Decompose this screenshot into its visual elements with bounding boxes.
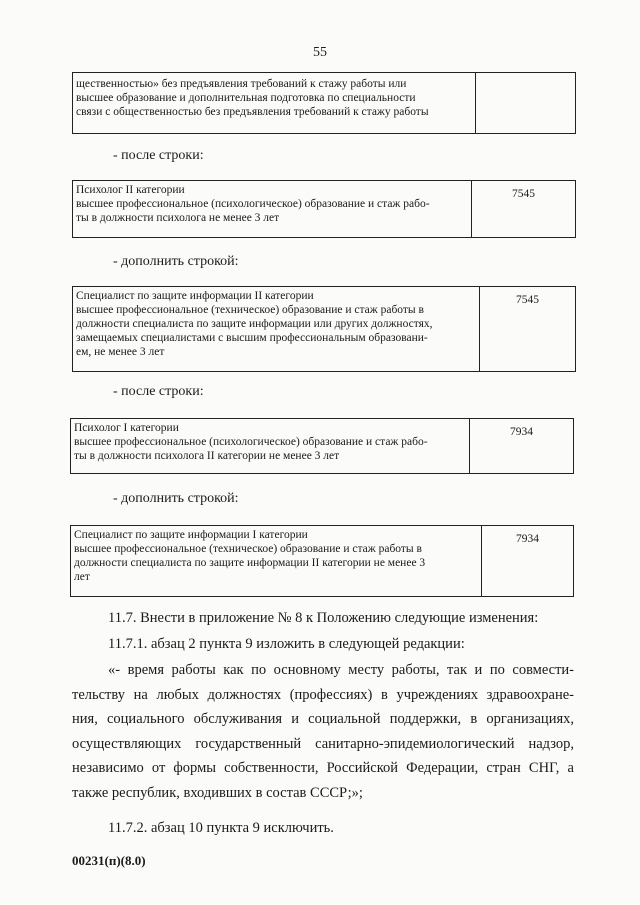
instruction-add-row: - дополнить строкой:: [113, 491, 239, 506]
position-description-cell: [73, 287, 480, 372]
quote-line: независимо от формы собственности, Российской Федерации, стран СНГ, а: [72, 760, 574, 776]
description-line: высшее профессиональное (техническое) образование и стаж работы в: [76, 304, 424, 316]
document-code: 00231(п)(8.0): [72, 853, 146, 868]
salary-value-cell: 7545: [480, 287, 576, 372]
amendment-table-psychologist-1: [70, 418, 574, 474]
salary-value-cell: 7934: [470, 419, 574, 474]
salary-value-cell: 7934: [482, 526, 574, 597]
description-line: высшее образование и дополнительная подготовка по специальности: [76, 92, 416, 104]
description-line: Специалист по защите информации II категории: [76, 290, 314, 302]
quoted-amendment-text: [72, 658, 574, 805]
description-line: лет: [74, 571, 90, 583]
table-row: [71, 419, 574, 474]
instruction-add-row: - дополнить строкой:: [113, 254, 239, 269]
description-line: замещаемых специалистами с высшим профессиональным образовани-: [76, 332, 428, 344]
amendment-table-infosec-1: [70, 525, 574, 597]
salary-value-cell: 7545: [472, 181, 576, 238]
quote-line: ния, социального обслуживания и социальной поддержки, в организациях,: [72, 711, 574, 727]
paragraph-11-7: 11.7. Внести в приложение № 8 к Положению следующие изменения:: [108, 610, 539, 626]
description-line: ты в должности психолога II категории не менее 3 лет: [74, 450, 340, 462]
table-row: [73, 287, 576, 372]
position-description-cell: [73, 73, 476, 134]
amendment-table-psychologist-2: [72, 180, 576, 238]
description-line: связи с общественностью без предъявления требований к стажу работы: [76, 106, 429, 118]
position-description-cell: [73, 181, 472, 238]
description-line: должности специалиста по защите информации II категории не менее 3: [74, 557, 426, 569]
table-row: [73, 73, 576, 134]
quote-line: осуществляющих государственный санитарно-эпидемиологический надзор,: [72, 735, 574, 752]
position-description-cell: [71, 419, 470, 474]
instruction-after-row: - после строки:: [113, 148, 204, 163]
description-line: Психолог II категории: [76, 184, 185, 196]
description-line: должности специалиста по защите информации или других должностях,: [76, 318, 433, 330]
description-line: Специалист по защите информации I категории: [74, 529, 308, 541]
page-number: 55: [313, 45, 327, 60]
table-row: [73, 181, 576, 238]
paragraph-11-7-2: 11.7.2. абзац 10 пункта 9 исключить.: [108, 820, 334, 836]
description-line: высшее профессиональное (техническое) образование и стаж работы в: [74, 543, 422, 555]
paragraph-11-7-1: 11.7.1. абзац 2 пункта 9 изложить в следующей редакции:: [108, 636, 465, 652]
description-line: высшее профессиональное (психологическое) образование и стаж рабо-: [76, 198, 430, 210]
quote-line: также республик, входивших в состав СССР;»;: [72, 784, 363, 801]
instruction-after-row: - после строки:: [113, 384, 204, 399]
amendment-table-infosec-2: [72, 286, 576, 372]
amendment-table-continuation: [72, 72, 576, 134]
quote-line: «- время работы как по основному месту работы, так и по совмести-: [108, 662, 574, 678]
salary-value-cell: [476, 73, 576, 134]
description-line: ты в должности психолога не менее 3 лет: [76, 212, 280, 224]
description-line: Психолог I категории: [74, 422, 179, 434]
quote-line: тельству на любых должностях (профессиях) в учреждениях здравоохране-: [72, 686, 574, 703]
position-description-cell: [71, 526, 482, 597]
description-line: высшее профессиональное (психологическое) образование и стаж рабо-: [74, 436, 428, 448]
description-line: щественностью» без предъявления требований к стажу работы или: [76, 78, 407, 90]
description-line: ем, не менее 3 лет: [76, 346, 165, 358]
table-row: [71, 526, 574, 597]
